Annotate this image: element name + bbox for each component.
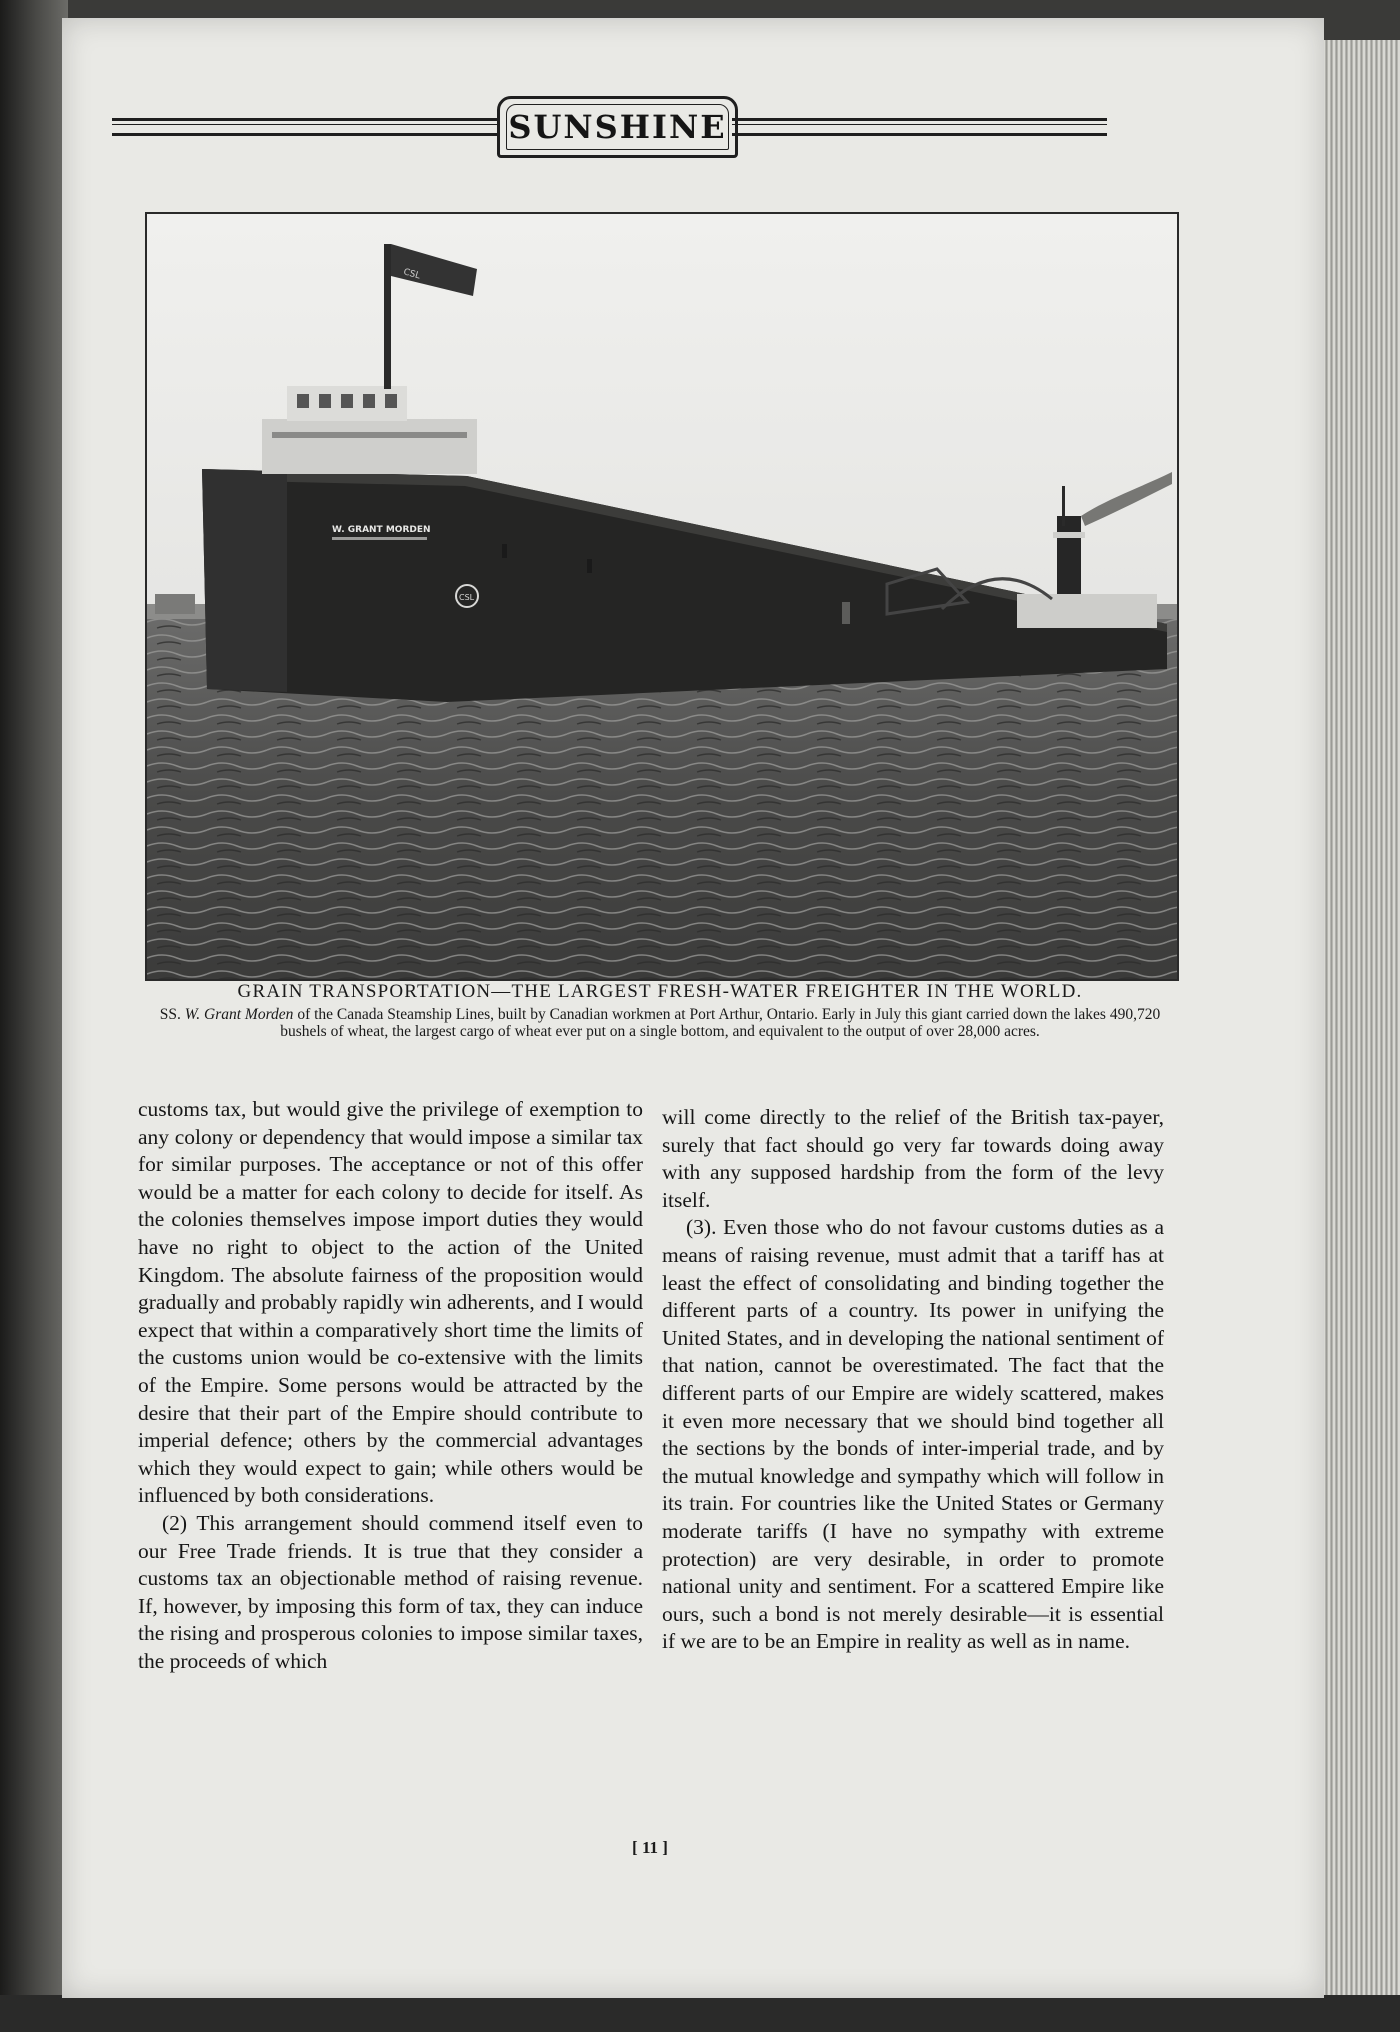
page-edges <box>1318 40 1400 2032</box>
masthead-title-box <box>497 96 738 158</box>
article-column-right <box>662 1104 1164 1656</box>
masthead <box>112 88 1112 168</box>
caption-ship-prefix: SS. <box>159 1006 185 1023</box>
hull-lettering: W. GRANT MORDEN <box>332 525 431 535</box>
article-paragraph: customs tax, but would give the privilege of exemption to any colony or dependency that would impose a similar tax for similar purposes. The acceptance or not of this offer would be a matter for each colony to decide for itself. As the colonies themselves impose import duties they would have no right to object to the action of the United Kingdom. The absolute fairness of the proposition would gradually and probably rapidly win adherents, and I would expect that within a comparatively short time the limits of the customs union would be co-extensive with the limits of the Empire. Some persons would be attracted by the desire that their part of the Empire should contribute to imperial defence; others by the commercial advantages which they would expect to gain; while others would be influenced by both considerations. <box>138 1097 643 1508</box>
caption-ship-name: W. Grant Morden <box>184 1006 294 1023</box>
masthead-rule-right <box>732 118 1107 136</box>
caption-heading: GRAIN TRANSPORTATION—THE LARGEST FRESH-WATER FREIGHTER IN THE WORLD. <box>237 981 1083 1002</box>
masthead-rule-left <box>112 118 497 136</box>
article-paragraph: (2) This arrangement should commend itself even to our Free Trade friends. It is true that they consider a customs tax an objectionable method of raising revenue. If, however, by imposing this form of tax, they can induce the rising and prosperous colonies to impose similar taxes, the proceeds of which <box>138 1510 643 1673</box>
ship-photograph <box>145 212 1179 981</box>
page-number: [ 11 ] <box>632 1838 668 1857</box>
masthead-title: SUNSHINE <box>508 108 727 146</box>
svg-text:CSL: CSL <box>402 267 422 282</box>
caption-text: of the Canada Steamship Lines, built by Canadian workmen at Port Arthur, Ontario. Early in July this giant carried down the lakes 490,720 bushels of wheat, the largest cargo of wheat ever put on a single bottom, and equivalent to the output of over 28,000 acres. <box>280 1006 1161 1040</box>
caption-body <box>150 1006 1170 1040</box>
bottom-shadow <box>0 1995 1400 2032</box>
funnel-emblem: CSL <box>459 593 475 602</box>
book-spine-shadow <box>0 0 68 2032</box>
article-column-left <box>138 1096 643 1675</box>
article-paragraph: will come directly to the relief of the British tax-payer, surely that fact should go very far towards doing away with any supposed hardship from the form of the levy itself. <box>662 1105 1164 1212</box>
photo-caption <box>150 982 1170 1040</box>
article-paragraph: (3). Even those who do not favour customs duties as a means of raising revenue, must admit that a tariff has at least the effect of consolidating and binding together the different parts of a country. Its power in unifying the United States, and in developing the national sentiment of that nation, cannot be overestimated. The fact that the different parts of our Empire are widely scattered, makes it even more necessary that we should bind together all the sections by the bonds of inter-imperial trade, and by the mutual knowledge and sympathy which will follow in its train. For countries like the United States or Germany moderate tariffs (I have no sympathy with extreme protection) are very desirable, in order to promote national unity and sentiment. For a scattered Empire like ours, such a bond is not merely desirable—it is essential if we are to be an Empire in reality as well as in name. <box>662 1215 1164 1654</box>
